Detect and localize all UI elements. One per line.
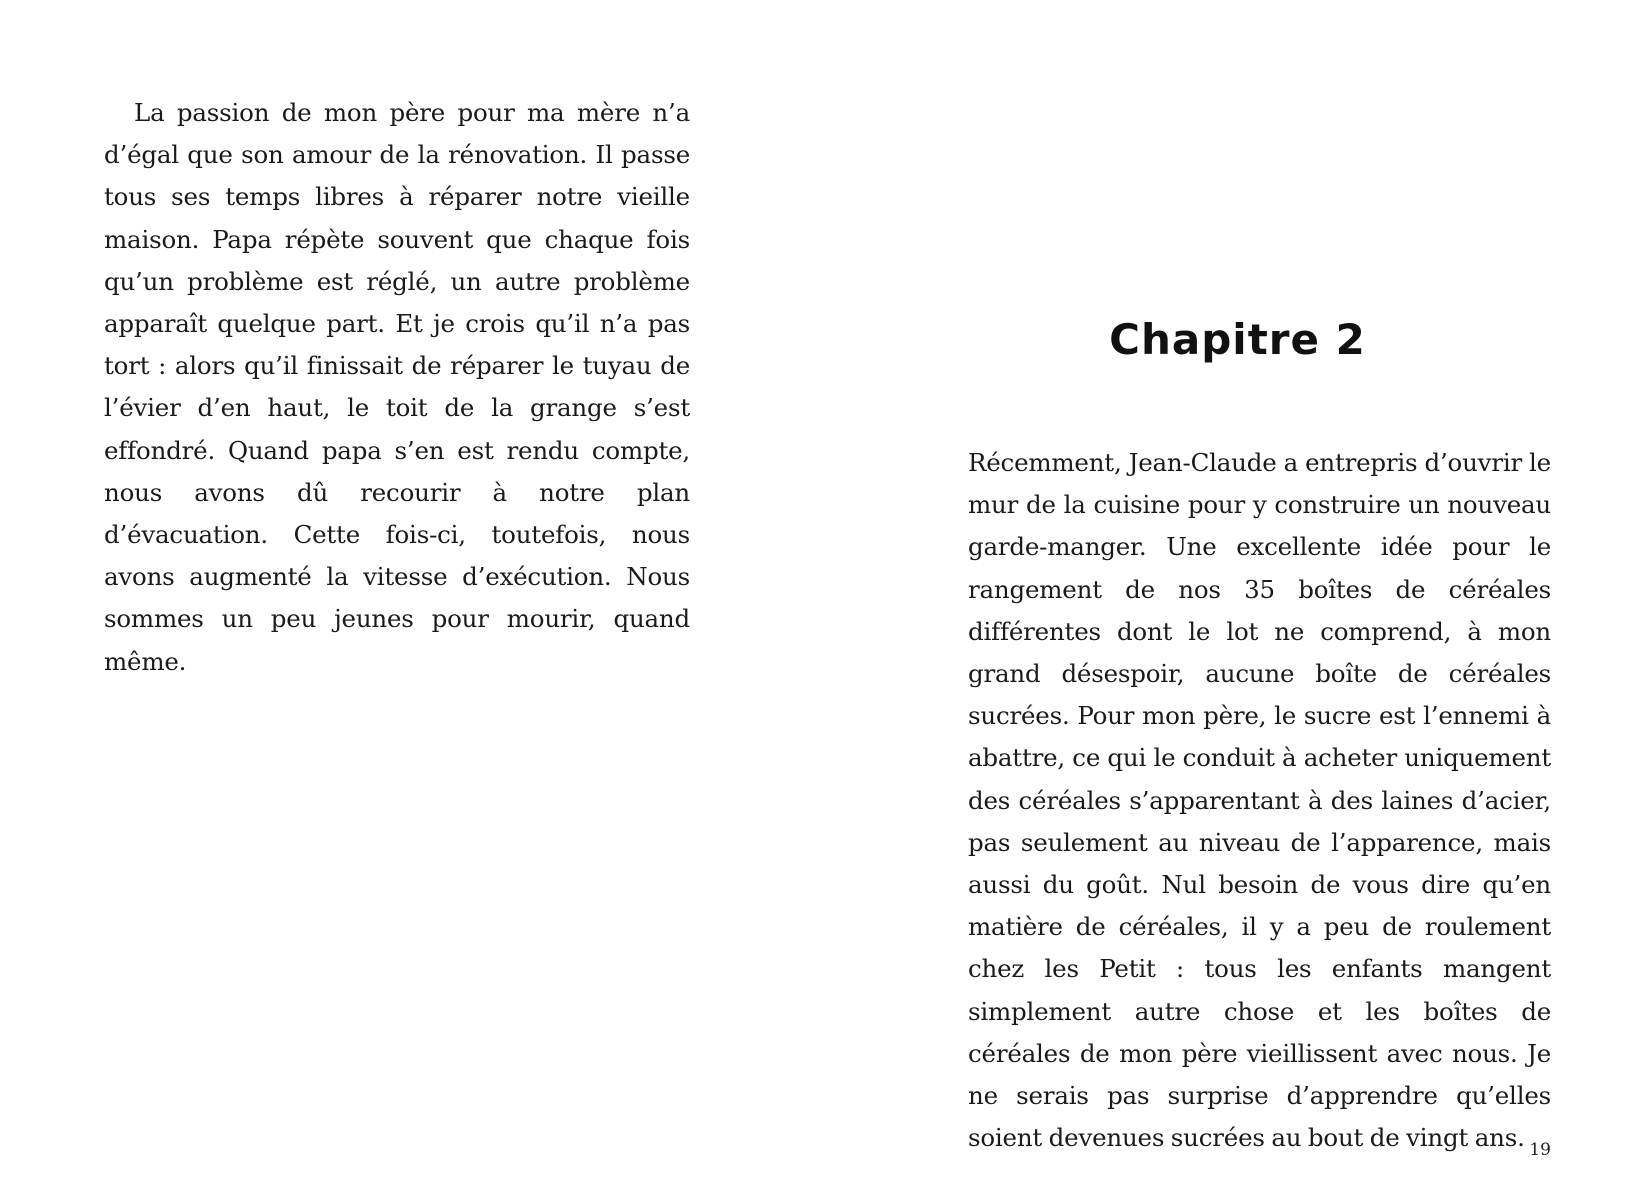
chapter-title: Chapitre 2 [1109,315,1366,364]
left-page-text [104,92,690,683]
left-page-paragraph: La passion de mon père pour ma mère n’a d’égal que son amour de la rénovation. Il passe tous ses temps libres à réparer notre vieille maison. Papa répète souvent que chaque fois qu’un problème est réglé, un autre problème apparaît quelque part. Et je crois qu’il n’a pas tort : alors qu’il finissait de réparer le tuyau de l’évier d’en haut, le toit de la grange s’est effondré. Quand papa s’en est rendu compte, nous avons dû recourir à notre plan d’évacuation. Cette fois-ci, toutefois, nous avons augmenté la vitesse d’exécution. Nous sommes un peu jeunes pour mourir, quand même. [104,98,690,676]
right-page [825,0,1650,1200]
page-number: 19 [1529,1140,1551,1160]
right-page-text [968,442,1551,1159]
right-page-paragraph: Récemment, Jean-Claude a entrepris d’ouvrir le mur de la cuisine pour y construire un nouveau garde-manger. Une excellente idée pour le rangement de nos 35 boîtes de céréales différentes dont le lot ne comprend, à mon grand désespoir, aucune boîte de céréales sucrées. Pour mon père, le sucre est l’ennemi à abattre, ce qui le conduit à acheter uniquement des céréales s’apparentant à des laines d’acier, pas seulement au niveau de l’apparence, mais aussi du goût. Nul besoin de vous dire qu’en matière de céréales, il y a peu de roulement chez les Petit : tous les enfants mangent simplement autre chose et les boîtes de céréales de mon père vieillissent avec nous. Je ne serais pas surprise d’apprendre qu’elles soient devenues sucrées au bout de vingt ans. [968,448,1551,1153]
